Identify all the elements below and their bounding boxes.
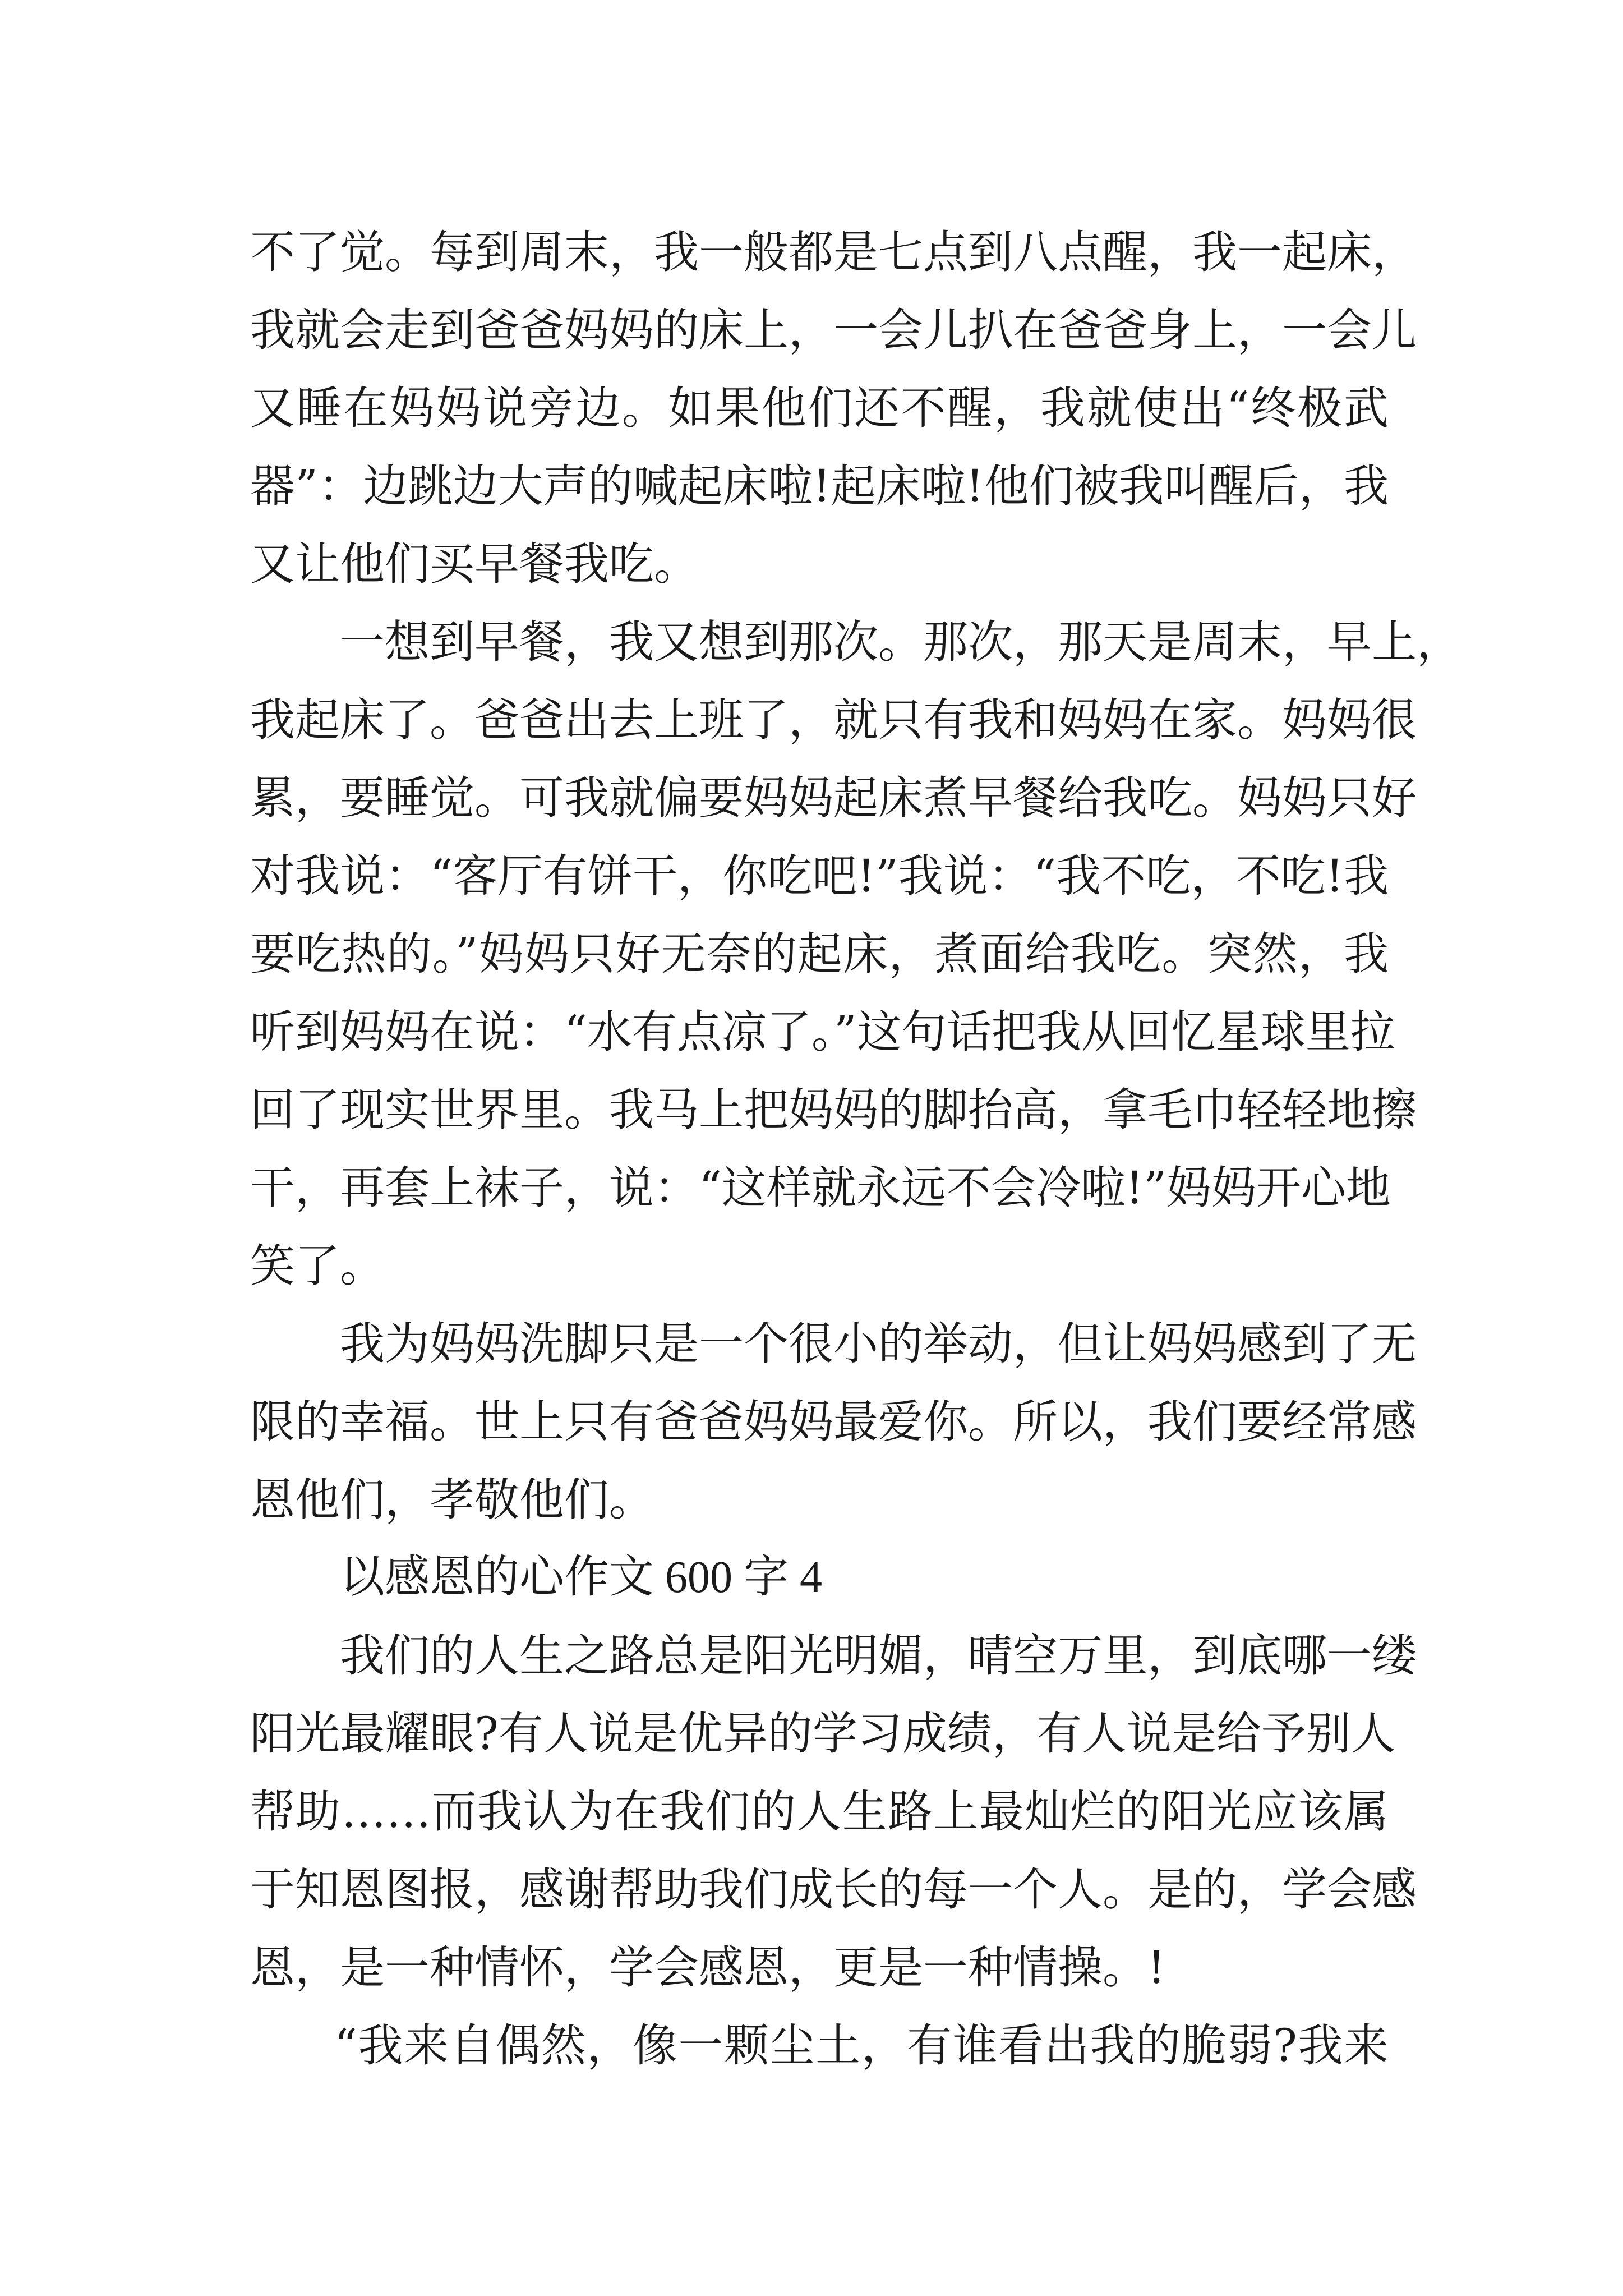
document-body	[250, 213, 1461, 2085]
paragraph-line: 听到妈妈在说：“水有点凉了。”这句话把我从回忆星球里拉	[250, 1006, 1395, 1058]
paragraph-line: 又让他们买早餐我吃。	[250, 538, 699, 590]
paragraph-line: 累，要睡觉。可我就偏要妈妈起床煮早餐给我吃。妈妈只好	[250, 772, 1417, 824]
paragraph-line: 我们的人生之路总是阳光明媚，晴空万里，到底哪一缕	[340, 1630, 1417, 1682]
paragraph-line: 对我说：“客厅有饼干，你吃吧!”我说：“我不吃，不吃!我	[250, 850, 1389, 902]
paragraph-line: 又睡在妈妈说旁边。如果他们还不醒，我就使出“终极武	[250, 382, 1389, 434]
paragraph-line: 笑了。	[250, 1240, 385, 1292]
paragraph-line: 干，再套上袜子，说：“这样就永远不会冷啦!”妈妈开心地	[250, 1162, 1391, 1214]
paragraph-line: 恩他们，孝敬他们。	[250, 1474, 654, 1526]
paragraph-line: 于知恩图报，感谢帮助我们成长的每一个人。是的，学会感	[250, 1864, 1417, 1916]
paragraph-line: 回了现实世界里。我马上把妈妈的脚抬高，拿毛巾轻轻地擦	[250, 1084, 1417, 1136]
paragraph-line: 恩，是一种情怀，学会感恩，更是一种情操。!	[250, 1941, 1166, 1994]
paragraph-line: 我为妈妈洗脚只是一个很小的举动，但让妈妈感到了无	[340, 1318, 1417, 1370]
paragraph-line: 器”：边跳边大声的喊起床啦!起床啦!他们被我叫醒后，我	[250, 460, 1389, 512]
essay-title: 以感恩的心作文 600 字 4	[340, 1553, 822, 1602]
paragraph-line: 要吃热的。”妈妈只好无奈的起床，煮面给我吃。突然，我	[250, 928, 1389, 980]
paragraph-line: 我起床了。爸爸出去上班了，就只有我和妈妈在家。妈妈很	[250, 694, 1417, 746]
paragraph-line: 帮助……而我认为在我们的人生路上最灿烂的阳光应该属	[250, 1786, 1389, 1838]
paragraph-line: 一想到早餐，我又想到那次。那次，那天是周末，早上，	[340, 616, 1461, 668]
paragraph-line: 我就会走到爸爸妈妈的床上，一会儿扒在爸爸身上，一会儿	[250, 304, 1417, 356]
paragraph-line: “我来自偶然，像一颗尘土，有谁看出我的脆弱?我来	[334, 2019, 1389, 2072]
paragraph-line: 限的幸福。世上只有爸爸妈妈最爱你。所以，我们要经常感	[250, 1396, 1417, 1448]
paragraph-line: 阳光最耀眼?有人说是优异的学习成绩，有人说是给予别人	[250, 1708, 1396, 1760]
paragraph-line: 不了觉。每到周末，我一般都是七点到八点醒，我一起床，	[250, 226, 1417, 278]
